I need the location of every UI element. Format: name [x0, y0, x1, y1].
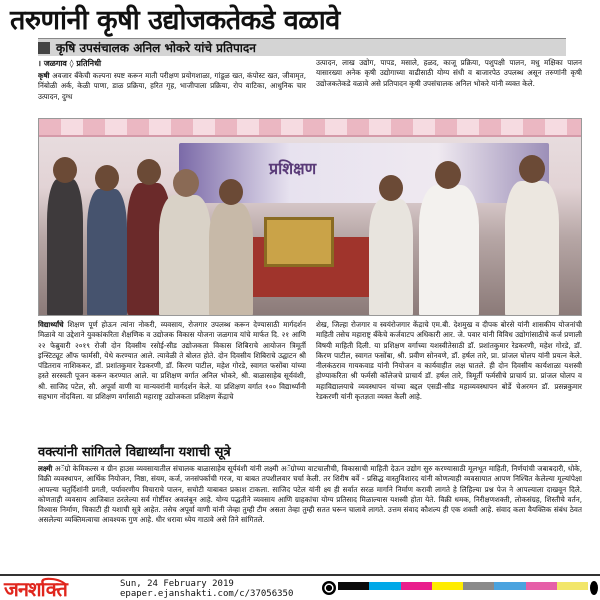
body-text-1: शिक्षण पूर्ण होऊन त्यांना नोकरी, व्यवसाय, रोजगार उपलब्ध करून देण्यासाठी मार्गदर्शन मिळावे या उद्देशाने युवकांकरिता शैक्षणिक व उद्योजक विकास योजना जळगाव यांचे मार्फत दि. २१ आणि २२ फेब्रुवारी २०१९ रोजी दोन दिवसीय रसोई-सीड उद्योजकता विकास शिबिराचे आयोजन त्रिमूर्ती इन्स्टिट्यूट ऑफ फार्मसी, येथे करण्यात आले. त्यावेळी ते बोलत होते. दोन दिवसीय शिबिराचे उद्घाटन श्री पंडितराव नाशिककर, डॉ. प्रशांतकुमार रेडकरणी, डॉ. किरण पाटील, महेश गोरडे, स्वागत फसोंबा यांच्या हस्ते सरस्वती पूजन करून करण्यात आले. या प्रशिक्षण वर्गात अनिल भोकरे, श्री. बाळासाहेब सूर्यवंशी, श्री. साजिद पटेल, सौ. अपूर्वा वाणी या मान्यवरांनी मार्गदर्शन केले. या प्रशिक्षण वर्गात १०० विद्यार्थ्यांनी सहभाग नोंदविला. या प्रशिक्षण वर्गासाठी महाराष्ट्र उद्योजकता प्रशिक्षण केंद्राचे — [38, 320, 306, 402]
section-lead-word: लक्ष्मी — [38, 464, 53, 473]
lead-text-1: अवजार बँकेची कल्पना स्पष्ट करून माती परीक्षण प्रयोगशाळा, गांडूळ खत, कंपोस्ट खत, जीवामृत, निंबोळी अर्क, केळी पाणा, डाळ प्रक्रिया, हरित गृह, भाजीपाला प्रक्रिया, रोप वाटिका, आधुनिक चार उत्पादन, दुग्ध — [38, 71, 306, 101]
person-head — [435, 161, 461, 189]
color-swatch — [338, 582, 369, 590]
color-swatch — [494, 582, 525, 590]
footer-rule — [0, 574, 600, 576]
person-head — [379, 175, 403, 201]
person-head — [519, 155, 545, 183]
body-paragraph-1 — [38, 320, 306, 402]
person-figure — [369, 199, 413, 316]
person-figure — [47, 179, 83, 316]
body-column-1 — [38, 320, 306, 442]
person-figure — [209, 203, 253, 316]
dateline: । जळगाव ◊ प्रतिनिधी — [38, 59, 102, 68]
person-figure — [159, 195, 211, 316]
person-head — [53, 157, 77, 183]
person-head — [137, 159, 161, 185]
color-swatch — [463, 582, 494, 590]
subheadline: कृषि उपसंचालक अनिल भोकरे यांचे प्रतिपादन — [56, 41, 256, 55]
person-head — [95, 165, 119, 191]
epaper-url[interactable]: epaper.ejanshakti.com/c/37056350 — [120, 589, 294, 599]
section-text: अॅग्रो केमिकल्स व ग्रीन हाउस व्यवसायातील संचालक बाळासाहेब सूर्यवंशी यांनी लक्ष्मी अॅग्रोच्या वाटचालीची, विकासाची माहिती देऊन उद्योग सुरु करण्यासाठी मूलभूत माहिती, निर्णयांची जबाबदारी, धोके, विक्री व्यवस्थापन, आर्थिक नियोजन, निष्ठा, संयम, कर्ज, जनसंपर्काची गरज, या बाबत तपशीलवार चर्चा केली. तर शिरीष बर्वे - प्रसिद्ध वास्तुविशारद यांनी कोणत्याही व्यवसायात आपण निश्चित केलेल्या मूल्यांपेक्षा आपल्या चतुर्दिशांनी प्रगती, पर्यावरणीय विचाराचे पालन, सचोटी याबाबत प्रकाश टाकला. साजिद पटेल यांनी क्ष्य ही सर्वात सरळ मार्गाने निर्माण करावी लागते हे लिहिल्या प्रश्न पेज ने आपल्याला दाखवून दिले. कोणताही व्यवसाय आजिबात ठरलेल्या सर्व गोष्टींवर अवलंबून आहे. योग्य पद्धतीने व्यवसाय आणि ग्राहकांचा योग्य प्रतिसाद मिळाल्यास यशस्वी होता येते. विक्री धमक, निरीक्षणशक्ती, लोकसंग्रह, शिस्तीचे वर्तन, विश्वास निर्माण, चिकाटी ही यशाची सूत्रे आहेत. तसेच अपूर्वा वाणी यांनी जेव्हा तुम्ही टीम असता तेव्हा तुम्ही सतत घरून चालावे लागते. उत्तम संवाद कौशल्य ही एक शक्ती आहे. संवाद कला वैयक्तिक संबंध ठेवत असलेल्या व्यक्तिमत्वाचा आवश्यक गुण आहे. धीर धरावा ध्येय गाठावे असे तिने सांगितले. — [38, 464, 582, 525]
person-figure — [505, 181, 559, 316]
person-head — [173, 169, 199, 197]
person-head — [219, 179, 243, 205]
lead-word: कृषी — [38, 71, 50, 80]
color-swatch — [401, 582, 432, 590]
color-swatch — [432, 582, 463, 590]
subheadline-bar — [38, 38, 566, 56]
body-column-2 — [316, 320, 582, 442]
framed-portrait — [264, 217, 334, 267]
person-figure — [419, 185, 479, 316]
newspaper-logo: जनशक्ति — [4, 577, 67, 600]
lead-column-2 — [316, 58, 582, 116]
registration-mark-icon — [590, 581, 598, 595]
body-lead-word: विद्यार्थ्यांचे — [38, 320, 64, 329]
print-color-bar — [338, 582, 588, 590]
stage-banner-text: प्रशिक्षण — [269, 159, 317, 178]
body-text-2: शेख, जिल्हा रोजगार व स्वयंरोजगार केंद्राचे एम.बी. देशमुख व दीपक बोरसे यांनी शासकीय योजनांची माहिती तसेच महाराष्ट्र बँकेचे कर्जवाटप अधिकारी आर. जे. पवार यांनी विविध उद्योगांसाठीचे कर्ज प्रणाली विषयी माहिती दिली. या प्रशिक्षण वर्गाच्या यशस्वीतेसाठी डॉ. प्रशांतकुमार रेडकरणी, महेश गोरडे, डॉ. किरण पाटील, स्वागत फसोंबा, श्री. प्रवीण सोनवणे, डॉ. हर्षल तारे, प्रा. प्रांजल घोलप यांनी प्रयत्न केले. नीलकंठराव गायकवाड यांनी नियोजन व कार्यवाहीत लक्ष घातले. ही दोन दिवसीय कार्यशाळा यशस्वी होण्याकरिता श्री फर्मसी कॉलेजचे प्राचार्य डॉ. हर्षल तारे, त्रिमूर्ती फर्मसीचे प्राचार्य प्रा. प्रांजल घोलप व महाविद्यालयाचे व्यवस्थापन यांच्या बद्दल एसडी-सीड महाव्यवस्थापन बोर्डे चेअरमन डॉ. प्रसन्नकुमार रेडकरणी यांनी कृतज्ञता व्यक्त केली आहे. — [316, 320, 582, 402]
section-heading: वक्त्यांनी सांगितले विद्यार्थ्यांना यशाची सूत्रे — [38, 444, 578, 462]
section-column — [38, 464, 582, 572]
color-swatch — [526, 582, 557, 590]
person-figure — [87, 189, 127, 316]
decor-valance — [39, 119, 581, 137]
color-swatch — [557, 582, 588, 590]
lead-column-1 — [38, 58, 306, 116]
color-swatch — [369, 582, 400, 590]
section-paragraph — [38, 464, 582, 526]
event-photo — [38, 118, 582, 316]
registration-mark-icon — [322, 581, 336, 595]
edition-date: Sun, 24 February 2019 — [120, 579, 234, 589]
page-headline: तरुणांनी कृषी उद्योजकतेकडे वळावे — [10, 5, 340, 36]
lead-paragraph-1 — [38, 71, 306, 102]
lead-text-2: उत्पादन, लाख उद्योग, पापड, मसाले, हळद, काजू प्रक्रिया, पशुपक्षी पालन, मधु मक्षिका पालन यासारख्या अनेक कृषी उद्योगाच्या वाढीसाठी योग्य संधी व बाजारपेठ उपलब्ध असून तरुणांनी कृषी उद्योजकतेकडे वळावे असे प्रतिपादन कृषी उपसंचालक अनिल भोकरे यांनी व्यक्त केले. — [316, 58, 582, 88]
